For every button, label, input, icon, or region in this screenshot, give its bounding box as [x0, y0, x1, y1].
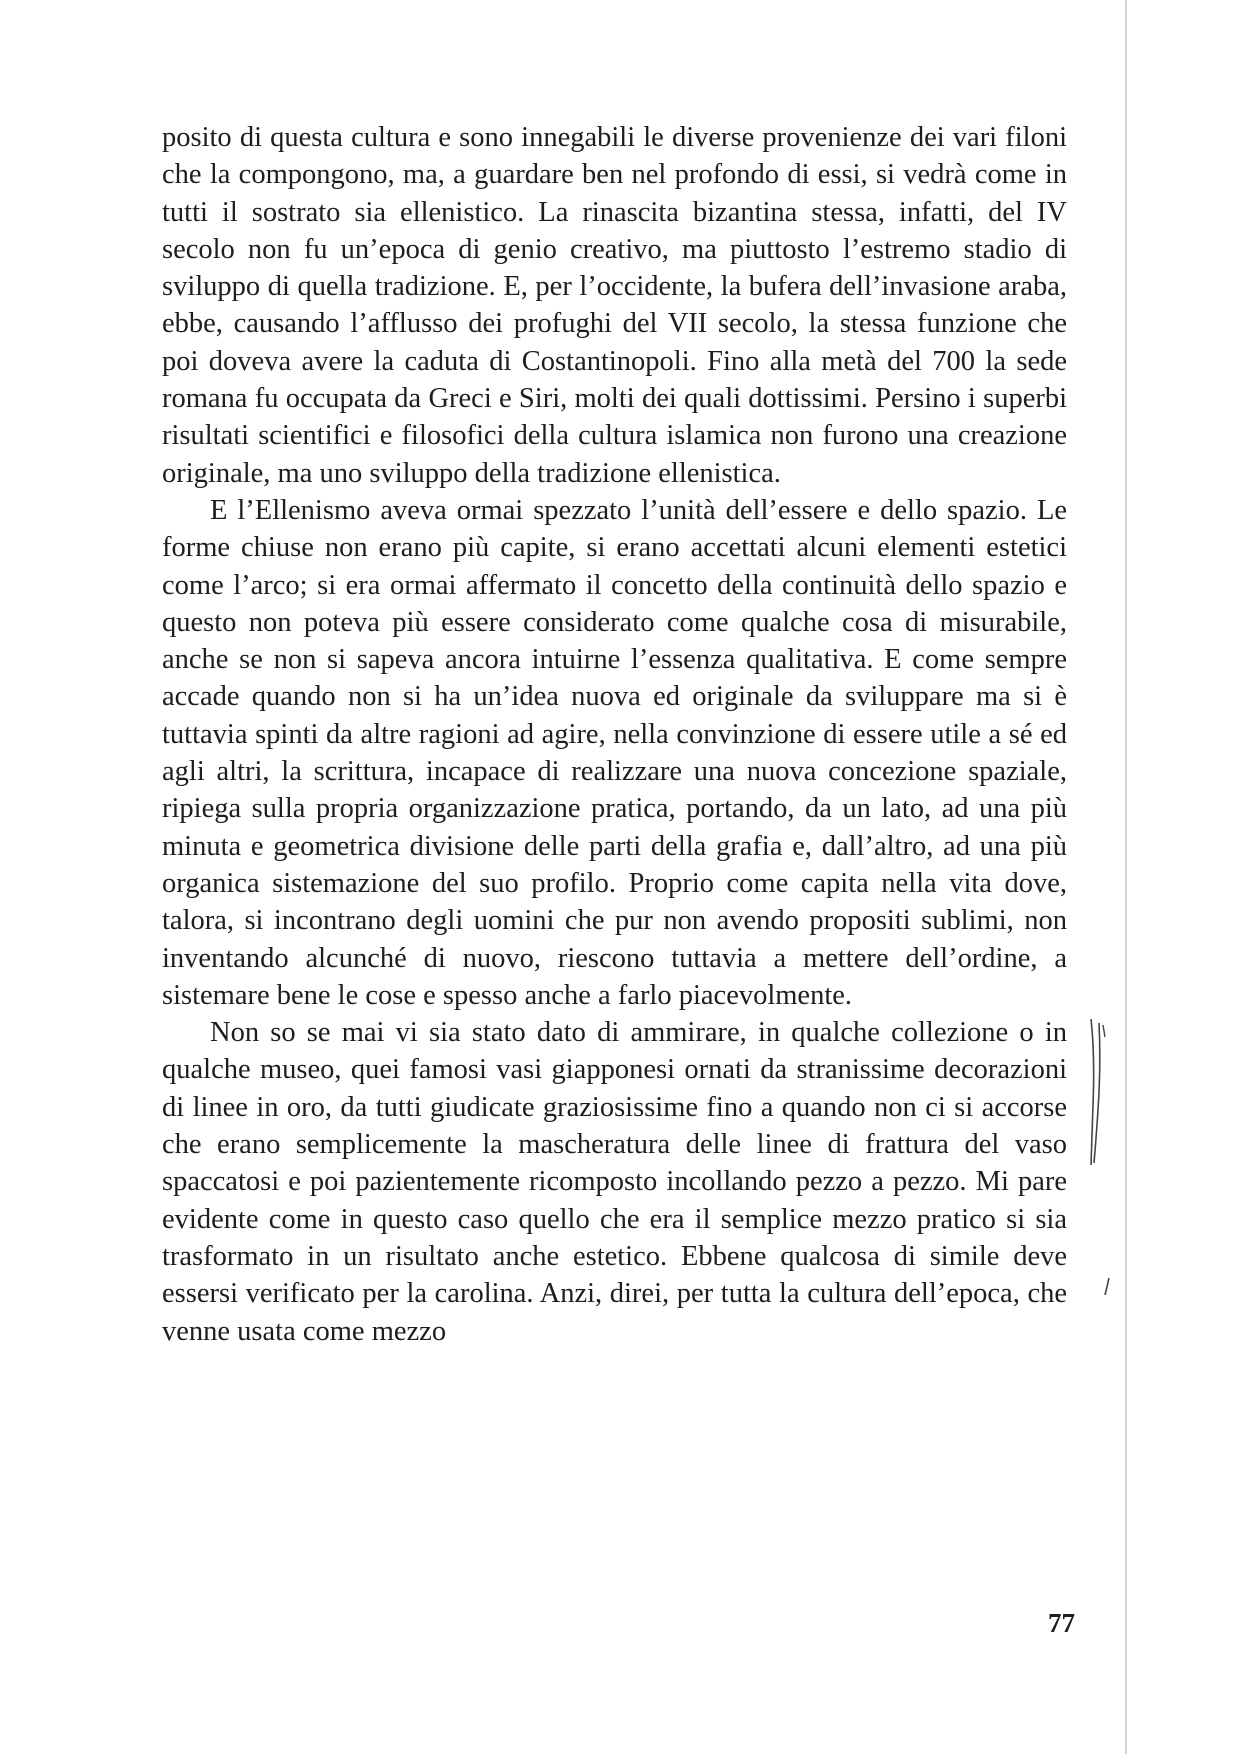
- paragraph: E l’Ellenismo aveva ormai spezzato l’unità dell’essere e dello spazio. Le forme chiuse non erano più capite, si erano accettati alcuni elementi estetici come l’arco; si era ormai affermato il concetto della continuità dello spazio e questo non poteva più essere considerato come qualche cosa di misurabile, anche se non si sapeva ancora intuirne l’essenza qualitativa. E come sempre accade quando non si ha un’idea nuova ed originale da sviluppare ma si è tuttavia spinti da altre ragioni ad agire, nella convinzione di essere utile a sé ed agli altri, la scrittura, incapace di realizzare una nuova concezione spaziale, ripiega sulla propria organizzazione pratica, portando, da un lato, ad una più minuta e geometrica divisione delle parti della grafia e, dall’altro, ad una più organica sistemazione del suo profilo. Proprio come capita nella vita dove, talora, si incontrano degli uomini che pur non avendo propositi sublimi, non inventando alcunché di nuovo, riescono tuttavia a mettere dell’ordine, a sistemare bene le cose e spesso anche a farlo piacevolmente.: [162, 494, 1067, 1011]
- paragraph: Non so se mai vi sia stato dato di ammirare, in qualche collezione o in qualche museo, quei famosi vasi giapponesi ornati da stranissime decorazioni di linee in oro, da tutti giudicate graziosissime fino a quando non ci si accorse che erano semplicemente la mascheratura delle linee di frattura del vaso spaccatosi e poi pazientemente ricomposto incollando pezzo a pezzo. Mi pare evidente come in questo caso quello che era il semplice mezzo pratico si sia trasformato in un risultato anche estetico. Ebbene qualcosa di simile deve essersi verificato per la carolina. Anzi, direi, per tutta la cultura dell’epoca, che venne usata come mezzo: [162, 1017, 1067, 1347]
- page-number: 77: [1048, 1608, 1075, 1638]
- body-text: [162, 119, 1067, 1350]
- paragraph: posito di questa cultura e sono innegabili le diverse provenienze dei vari filoni che la compongono, ma, a guardare ben nel profondo di essi, si vedrà come in tutti il sostrato sia ellenistico. La rinascita bizantina stessa, infatti, del IV secolo non fu un’epoca di genio creativo, ma piuttosto l’estremo stadio di sviluppo di quella tradizione. E, per l’occidente, la bufera dell’invasione araba, ebbe, causando l’afflusso dei profughi del VII secolo, la stessa funzione che poi doveva avere la caduta di Costantinopoli. Fino alla metà del 700 la sede romana fu occupata da Greci e Siri, molti dei quali dottissimi. Persino i superbi risultati scientifici e filosofici della cultura islamica non furono una creazione originale, ma uno sviluppo della tradizione ellenistica.: [162, 122, 1067, 489]
- margin-annotation-marks: [1085, 1015, 1125, 1295]
- page-edge: [1125, 0, 1127, 1754]
